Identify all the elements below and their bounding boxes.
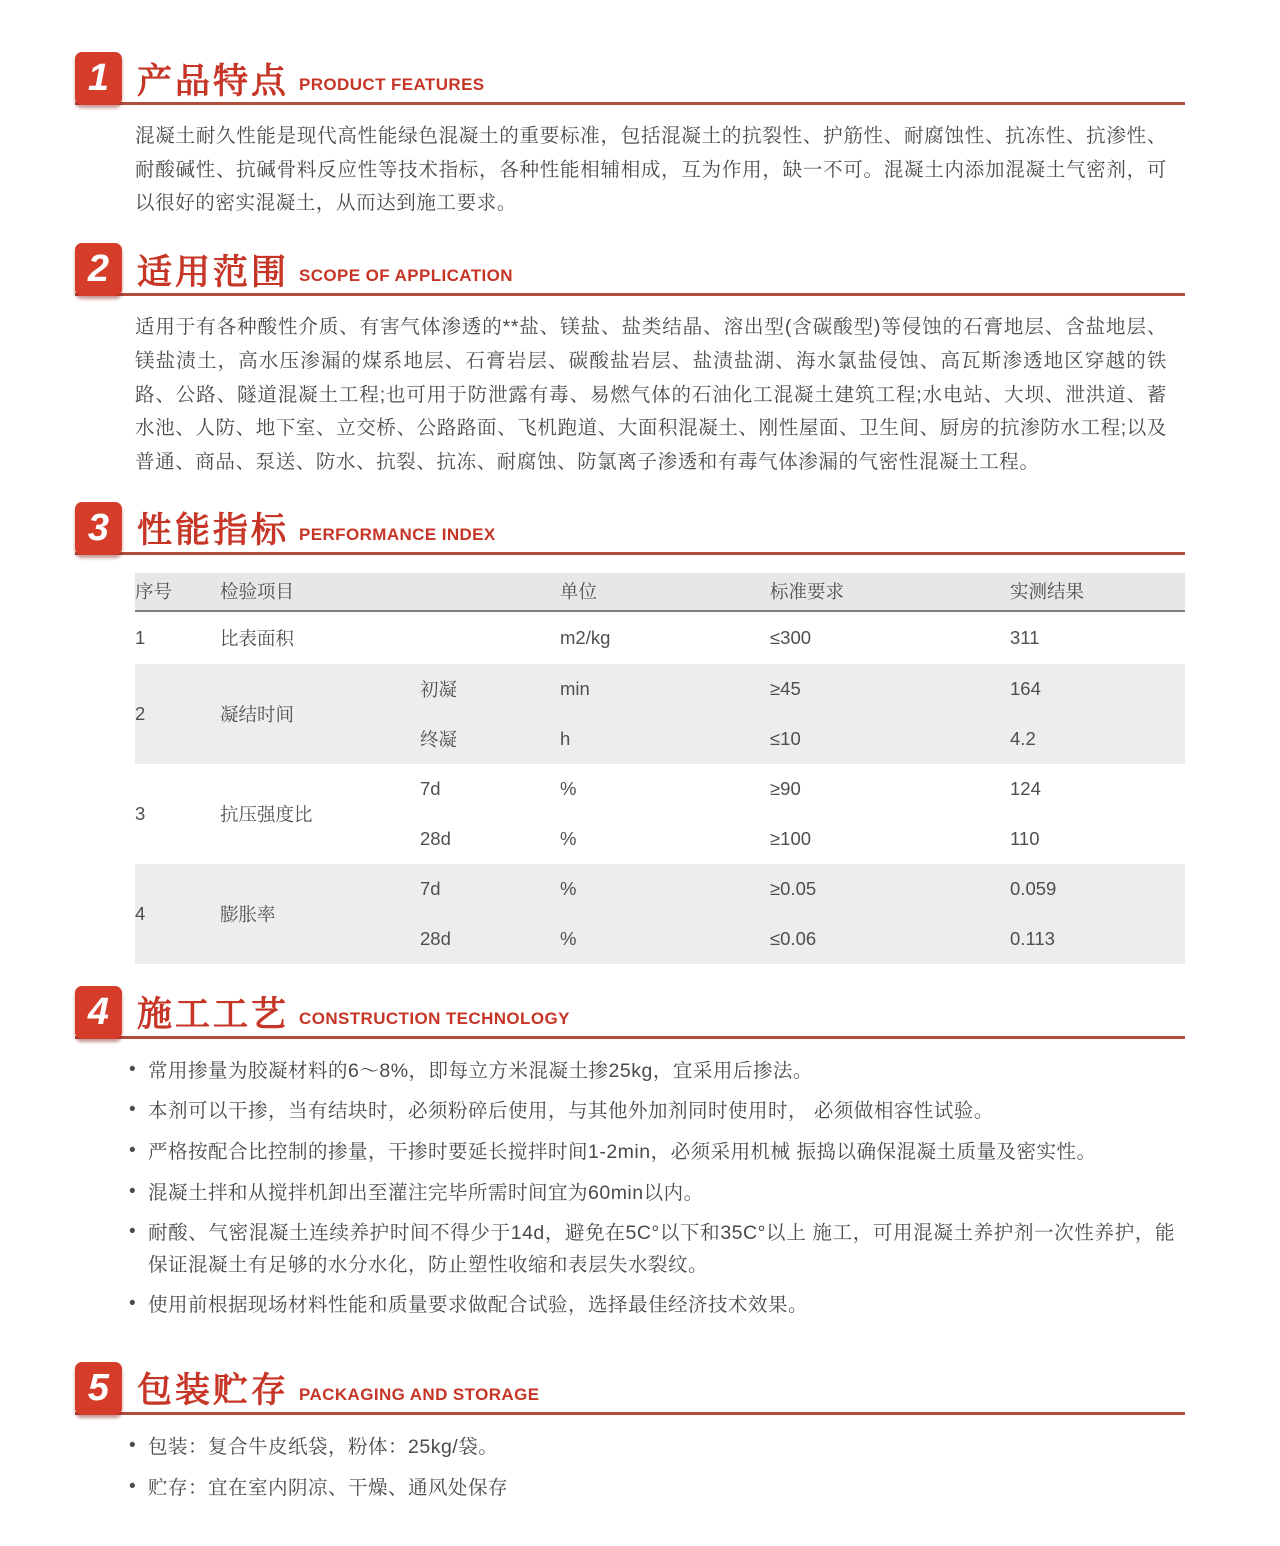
section-1-paragraph: 混凝土耐久性能是现代高性能绿色混凝土的重要标准，包括混凝土的抗裂性、护筋性、耐腐蚀性、抗冻性、抗渗性、耐酸碱性、抗碱骨料反应性等技术指标，各种性能相辅相成，互为作用，缺一不可。混凝土内添加混凝土气密剂，可以很好的密实混凝土，从而达到施工要求。 xyxy=(135,125,1167,215)
section-1-title-zh: 产品特点 xyxy=(137,61,290,101)
row3a-standard: ≥90 xyxy=(770,777,801,799)
table-row xyxy=(135,864,1185,914)
row2b-unit: h xyxy=(560,727,571,749)
section-1-number: 1 xyxy=(87,57,110,99)
row2-no: 2 xyxy=(135,702,146,724)
section-2-title-zh: 适用范围 xyxy=(137,252,290,292)
row4b-result: 0.113 xyxy=(1010,927,1055,949)
section-1-header xyxy=(75,52,1185,105)
section-3-title-en: PERFORMANCE INDEX xyxy=(299,524,496,544)
row3a-result: 124 xyxy=(1010,777,1041,799)
row3b-result: 110 xyxy=(1010,827,1040,849)
list-item: • 使用前根据现场材料性能和质量要求做配合试验，选择最佳经济技术效果。 xyxy=(127,1290,1175,1322)
row2b-standard: ≤10 xyxy=(770,727,801,749)
row4a-sub: 7d xyxy=(420,877,441,899)
section-1-title-en: PRODUCT FEATURES xyxy=(299,75,485,94)
list-item: • 包装：复合牛皮纸袋，粉体：25kg/袋。 xyxy=(127,1432,1175,1464)
section-5-number-badge xyxy=(75,1362,122,1415)
section-3-number: 3 xyxy=(87,506,110,549)
section-1-number-badge xyxy=(75,52,122,105)
section-4-number: 4 xyxy=(87,990,110,1033)
section-4-number-badge xyxy=(75,986,122,1039)
row4b-unit: % xyxy=(560,927,577,949)
section-5-title-zh: 包装贮存 xyxy=(137,1371,290,1411)
row1-standard: ≤300 xyxy=(770,626,812,648)
row3a-sub: 7d xyxy=(420,777,441,799)
row1-item: 比表面积 xyxy=(220,627,295,649)
section-packaging-and-storage xyxy=(75,1362,1185,1504)
table-row xyxy=(135,664,1185,714)
row1-result: 311 xyxy=(1010,626,1040,648)
header-standard: 标准要求 xyxy=(770,573,1010,611)
list-item: • 常用掺量为胶凝材料的6～8%，即每立方米混凝土掺25kg，宜采用后掺法。 xyxy=(127,1056,1175,1088)
list-item: • 严格按配合比控制的掺量，干掺时要延长搅拌时间1-2min，必须采用机械 振捣以确保混凝土质量及密实性。 xyxy=(127,1137,1175,1169)
row1-no: 1 xyxy=(135,626,146,648)
table-row xyxy=(135,611,1185,664)
section-5-number: 5 xyxy=(87,1366,110,1409)
section-3-title-zh: 性能指标 xyxy=(137,511,290,551)
section-2-title-en: SCOPE OF APPLICATION xyxy=(299,266,513,286)
section-4-title-en: CONSTRUCTION TECHNOLOGY xyxy=(299,1008,570,1028)
row2b-result: 4.2 xyxy=(1010,727,1036,749)
packaging-bullet-list xyxy=(127,1432,1175,1504)
section-4-title-zh: 施工工艺 xyxy=(137,995,290,1035)
section-performance-index xyxy=(75,502,1185,964)
section-construction-technology xyxy=(75,986,1185,1322)
header-no: 序号 xyxy=(135,573,220,611)
section-2-number-badge xyxy=(75,243,122,296)
row2b-sub: 终凝 xyxy=(420,728,458,750)
row4b-sub: 28d xyxy=(420,927,451,949)
performance-index-table xyxy=(135,573,1185,964)
row2a-result: 164 xyxy=(1010,677,1041,699)
header-unit: 单位 xyxy=(560,573,770,611)
section-3-header xyxy=(75,502,1185,555)
row4a-result: 0.059 xyxy=(1010,877,1057,899)
construction-bullet-list xyxy=(127,1056,1175,1322)
row4-no: 4 xyxy=(135,902,146,924)
list-item: • 贮存：宜在室内阴凉、干燥、通风处保存 xyxy=(127,1473,1175,1505)
table-row xyxy=(135,764,1185,814)
row2a-unit: min xyxy=(560,677,590,699)
row4b-standard: ≤0.06 xyxy=(770,927,817,949)
row3b-standard: ≥100 xyxy=(770,827,812,849)
row4a-unit: % xyxy=(560,877,577,899)
table-header-row xyxy=(135,573,1185,611)
section-product-features xyxy=(75,52,1185,221)
section-4-header xyxy=(75,986,1185,1039)
list-item: • 混凝土拌和从搅拌机卸出至灌注完毕所需时间宜为60min以内。 xyxy=(127,1178,1175,1210)
section-5-title-en: PACKAGING AND STORAGE xyxy=(299,1384,540,1404)
section-5-header xyxy=(75,1362,1185,1415)
section-2-paragraph: 适用于有各种酸性介质、有害气体渗透的**盐、镁盐、盐类结晶、溶出型(含碳酸型)等侵蚀的石膏地层、含盐地层、镁盐渍土，高水压渗漏的煤系地层、石膏岩层、碳酸盐岩层、盐渍盐湖、海水氯盐侵蚀、高瓦斯渗透地区穿越的铁路、公路、隧道混凝土工程;也可用于防泄露有毒、易燃气体的石油化工混凝土建筑工程;水电站、大坝、泄洪道、蓄水池、人防、地下室、立交桥、公路路面、飞机跑道、大面积混凝土、刚性屋面、卫生间、厨房的抗渗防水工程;以及普通、商品、泵送、防水、抗裂、抗冻、耐腐蚀、防氯离子渗透和有毒气体渗漏的气密性混凝土工程。 xyxy=(135,316,1167,474)
row3a-unit: % xyxy=(560,777,577,799)
list-item: • 本剂可以干掺，当有结块时，必须粉碎后使用，与其他外加剂同时使用时， 必须做相容性试验。 xyxy=(127,1096,1175,1128)
row2a-sub: 初凝 xyxy=(420,678,458,700)
header-item: 检验项目 xyxy=(220,573,560,611)
header-result: 实测结果 xyxy=(1010,573,1185,611)
list-item: • 耐酸、气密混凝土连续养护时间不得少于14d，避免在5C°以下和35C°以上 施工，可用混凝土养护剂一次性养护，能保证混凝土有足够的水分水化，防止塑性收缩和表层失水裂纹。 xyxy=(127,1218,1175,1281)
row3b-unit: % xyxy=(560,827,577,849)
section-scope-of-application xyxy=(75,243,1185,480)
row3-no: 3 xyxy=(135,802,146,824)
section-3-number-badge xyxy=(75,502,122,555)
row4a-standard: ≥0.05 xyxy=(770,877,817,899)
row4-item: 膨胀率 xyxy=(220,903,276,925)
row3-item: 抗压强度比 xyxy=(220,803,313,825)
row2a-standard: ≥45 xyxy=(770,677,801,699)
row1-unit: m2/kg xyxy=(560,626,611,648)
section-2-header xyxy=(75,243,1185,296)
row3b-sub: 28d xyxy=(420,827,451,849)
section-2-number: 2 xyxy=(87,248,110,291)
row2-item: 凝结时间 xyxy=(220,703,295,725)
